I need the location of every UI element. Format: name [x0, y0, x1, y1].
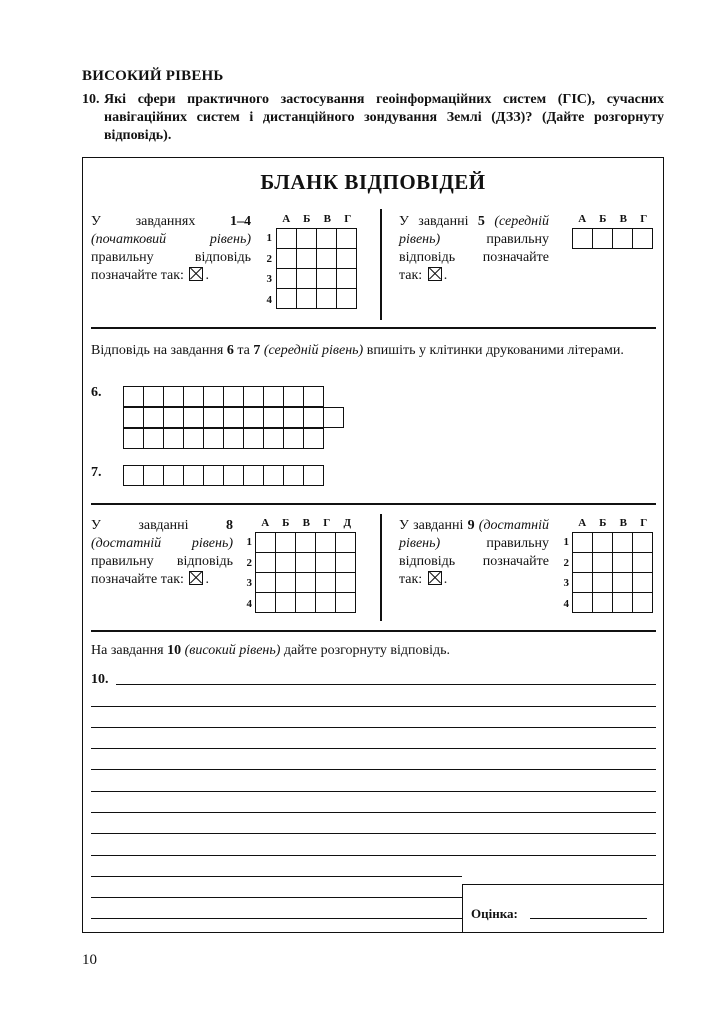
question-number: 10. — [82, 92, 100, 107]
instruction-1-4: У завданнях 1–4 (початковий рівень) правильну відповідь позначайте так: . — [91, 214, 251, 283]
answer-line[interactable] — [91, 855, 656, 856]
answer-grid-8[interactable] — [255, 532, 356, 613]
section-divider — [380, 209, 382, 320]
task-7-label: 7. — [91, 465, 102, 480]
answer-cells-7[interactable] — [123, 465, 324, 486]
section-separator — [91, 327, 656, 329]
instruction-10: На завдання 10 (високий рівень) дайте розгорнуту відповідь. — [91, 643, 451, 658]
answer-line[interactable] — [91, 833, 656, 834]
answer-line[interactable] — [91, 897, 462, 898]
answer-cells-6-row3[interactable] — [123, 428, 324, 449]
grid-8-row-numbers: 1 2 3 4 — [246, 536, 252, 610]
answer-cells-6-row1[interactable] — [123, 386, 324, 407]
checked-box-icon — [428, 571, 442, 585]
answer-line[interactable] — [91, 876, 462, 877]
answer-sheet-title: БЛАНК ВІДПОВІДЕЙ — [260, 170, 486, 194]
answer-line[interactable] — [91, 727, 656, 728]
instruction-8: У завданні 8 (достатній рівень) правильну відповідь позначайте так: . — [91, 518, 233, 587]
answer-grid-9[interactable] — [572, 532, 653, 613]
instruction-5: У завданні 5 (середній рівень) правильну відповідь позначайте так: . — [399, 214, 549, 283]
answer-line[interactable] — [91, 706, 656, 707]
grid-1-4-column-letters: А Б В Г — [282, 213, 352, 225]
question-text: Які сфери практичного застосування геоінформаційних систем (ГІС), сучасних навігаційних систем і дистанційного зондування Землі (ДЗЗ)? (Дайте розгорнуту відповідь). — [104, 92, 664, 143]
grid-9-column-letters: А Б В Г — [578, 517, 648, 529]
grid-1-4-row-numbers: 1 2 3 4 — [266, 232, 272, 306]
section-divider — [380, 514, 382, 621]
answer-line[interactable] — [91, 812, 656, 813]
answer-line[interactable] — [91, 748, 656, 749]
instruction-6-7: Відповідь на завдання 6 та 7 (середній рівень) впишіть у клітинки друкованими літерами. — [91, 343, 624, 358]
answer-grid-5[interactable] — [572, 228, 653, 249]
score-field[interactable] — [530, 918, 647, 919]
task-6-label: 6. — [91, 385, 102, 400]
answer-line[interactable] — [91, 918, 462, 919]
checked-box-icon — [189, 267, 203, 281]
level-heading: ВИСОКИЙ РІВЕНЬ — [82, 68, 224, 84]
grid-9-row-numbers: 1 2 3 4 — [563, 536, 569, 610]
page-number: 10 — [82, 952, 97, 968]
section-separator — [91, 503, 656, 505]
checked-box-icon — [428, 267, 442, 281]
score-label: Оцінка: — [471, 906, 518, 921]
answer-line[interactable] — [116, 684, 656, 685]
grid-5-column-letters: А Б В Г — [578, 213, 648, 225]
answer-line[interactable] — [91, 791, 656, 792]
answer-line[interactable] — [91, 769, 656, 770]
grid-8-column-letters: А Б В Г Д — [261, 517, 352, 529]
section-separator — [91, 630, 656, 632]
answer-grid-1-4[interactable] — [276, 228, 357, 309]
instruction-9: У завданні 9 (достатній рівень) правильну відповідь позначайте так: . — [399, 518, 549, 587]
task-10-label: 10. — [91, 672, 109, 687]
answer-cells-6-row2[interactable] — [123, 407, 344, 428]
checked-box-icon — [189, 571, 203, 585]
question-10 — [82, 91, 664, 145]
